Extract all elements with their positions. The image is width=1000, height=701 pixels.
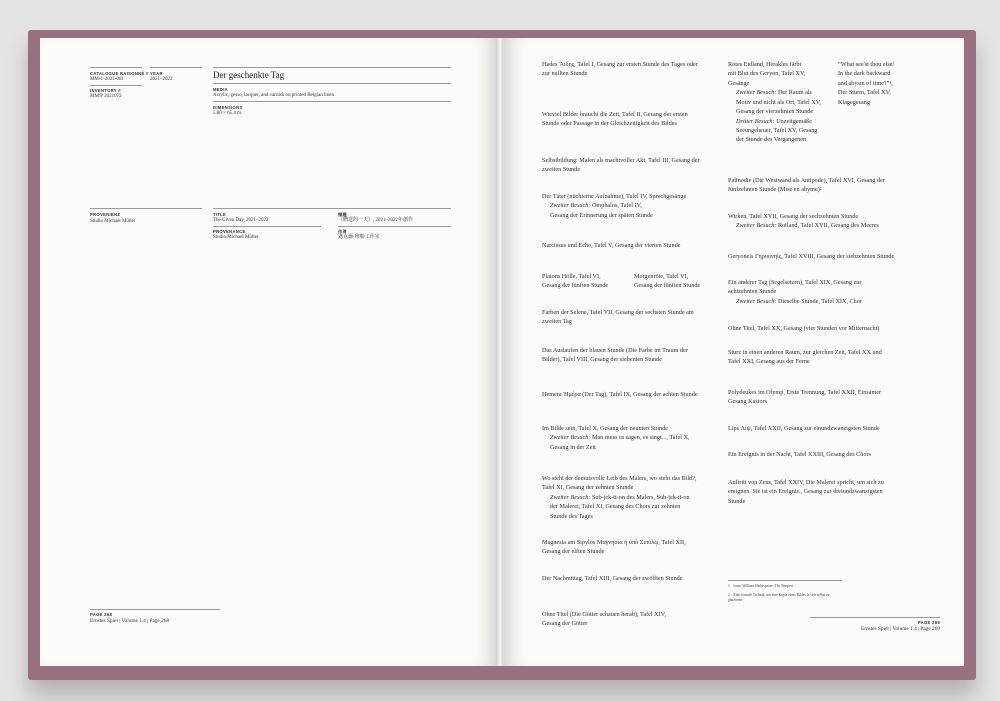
year-value: 2021–2022	[150, 77, 173, 82]
entry-line: In the dark backward	[838, 70, 891, 78]
rule	[90, 67, 142, 68]
entry-line: Hemera Ἡμέρα (Der Tag), Tafel IX, Gesang der achten Stunde	[542, 391, 698, 398]
visit-label: Zweiter Besuch:	[550, 493, 591, 501]
entry-line: Geryoneis Γηρυονηίς, Tafel XVIII, Gesang der siebzehnten Stunde	[728, 253, 895, 260]
rule	[213, 208, 451, 209]
col2-entry	[728, 60, 834, 145]
entry-line: mit Blut des Geryon, Tafel XV,	[728, 70, 806, 78]
entry-subline: Dritter Besuch: Unzeitgemäße	[736, 117, 812, 125]
entry-line: Gesänge	[728, 79, 750, 87]
rule	[90, 85, 142, 86]
col2-entry	[728, 176, 928, 195]
col2-entry	[728, 324, 928, 333]
rule	[338, 226, 451, 227]
year-label: YEAR	[150, 71, 163, 76]
footnote-2-number: 2	[728, 593, 730, 597]
col1-entry	[542, 610, 727, 629]
running-footer: Ernstes Spiel | Volume 1.4 | Page 268	[90, 618, 170, 624]
entry-line: Gesang der elften Stunde	[542, 548, 605, 556]
entry-line: Ohne Titel, Tafel XX, Gesang (vier Stunden vor Mitternacht)	[728, 325, 880, 332]
footnote-1-text: from: William Shakespeare: The Tempest	[733, 584, 794, 588]
catalogue-value: MM-1-2021-001	[90, 77, 124, 82]
inventory-value: MM/P 2021072	[90, 94, 122, 99]
entry-line: “What see'st thou else/	[838, 61, 895, 68]
title-zh-value: 《贈送的一天》, 2021–2022年創作	[338, 218, 414, 223]
entry-subline: Zweiter Besuch: Rotland, Tafel XVII, Gesang des Meeres	[736, 222, 879, 230]
col1-entry	[542, 574, 727, 583]
morgenroete-entry	[634, 272, 726, 291]
visit-label: Zweiter Besuch:	[550, 434, 591, 442]
entry-line: achtzehnten Stunde	[728, 288, 777, 296]
visit-label: Zweiter Besuch:	[736, 297, 777, 305]
artwork-title: Der geschenkte Tag	[213, 70, 285, 80]
rule	[90, 609, 220, 610]
platon-entry	[542, 272, 632, 291]
running-footer: Ernstes Spiel | Volume 1.4 | Page 269	[860, 626, 940, 632]
entry-line: Tafel XXI, Gesang aus der Ferne	[728, 358, 810, 366]
rule	[213, 226, 321, 227]
entry-line: and abysm of time?”¹,	[838, 79, 893, 87]
catalogue-label: CATALOGUE RAISONNÉ #	[90, 71, 149, 76]
col1-entry	[542, 241, 727, 250]
col1-entry	[542, 424, 727, 452]
entry-line: Rotes Eidland, Herakles färbt	[728, 61, 802, 68]
provenance-label: PROVENIENZ	[90, 212, 121, 217]
entry-subline: Stunde des Tages	[550, 512, 593, 520]
visit-label: Dritter Besuch:	[736, 117, 775, 125]
rule	[810, 617, 940, 618]
title-en-label: TITLE	[213, 212, 227, 217]
footnote-1	[728, 584, 838, 589]
visit-label: Zweiter Besuch:	[736, 222, 777, 230]
col1-entry	[542, 538, 727, 557]
rule	[213, 83, 451, 84]
col1-entry	[542, 308, 727, 327]
entry-line: zweiten Stunde	[542, 166, 580, 174]
col2-entry	[728, 348, 928, 367]
col1-entry	[542, 474, 727, 521]
col1-entry	[542, 156, 727, 175]
entry-line: Farben der Selene, Tafel VII, Gesang der sechsten Stunde am	[542, 309, 694, 316]
entry-line: Ein anderer Tag (Segelsetzen), Tafel XIX, Gesang zur	[728, 279, 862, 286]
rule	[150, 67, 202, 68]
col1-entry	[542, 346, 727, 365]
entry-subline: Gesang der Erinnerung der späten Stunde	[550, 211, 653, 219]
col2-entry	[728, 450, 928, 459]
entry-subline: Zweiter Besuch: Der Raum als	[736, 89, 812, 97]
rule	[213, 67, 451, 68]
col2-entry	[728, 478, 928, 506]
right-page	[502, 38, 964, 666]
entry-subline: Motiv und nicht als Ort, Tafel XV,	[736, 98, 821, 106]
entry-line: Lips Λίψ, Tafel XXII, Gesang zur einundzwanzigsten Stunde	[728, 425, 880, 432]
entry-line: Tafel XI, Gesang der zehnten Stunde	[542, 484, 634, 492]
footnote-rule	[728, 580, 842, 581]
entry-line: Das Auslaufen der blauen Stunde (Die Farbe im Traum der	[542, 347, 688, 354]
dimensions-label: DIMENSIONS	[213, 105, 243, 110]
entry-subline: Gesang in der Zeit	[550, 443, 596, 451]
provenance-en-value: Studio Michael Müller	[213, 235, 259, 240]
entry-subline: Zweiter Besuch: Dieselbe Stunde, Tafel XIX, Chor	[736, 297, 862, 305]
page-number-label: PAGE 269	[917, 620, 940, 625]
visit-label: Zweiter Besuch:	[736, 89, 777, 97]
col1-entry	[542, 110, 727, 129]
entry-line: Ein Ereignis in der Nacht, Tafel XXIII, Gesang des Chors	[728, 451, 871, 458]
entry-line: Magnesia am Sipylos Μαγνησία ἡ ὑπὸ Σιπύλῳ, Tafel XII,	[542, 539, 686, 546]
col2-entry	[728, 388, 928, 407]
entry-line: ereignen. Sie ist ein Ereignis., Gesang zur dreiundzwanzigsten	[728, 488, 883, 496]
entry-line: Der Nachmittag, Tafel XIII, Gesang der zwölften Stunde	[542, 575, 683, 582]
visit-label: Zweiter Besuch:	[550, 202, 591, 210]
entry-line: Im Bilde sein, Tafel X, Gesang der neunten Stunde	[542, 425, 668, 432]
entry-line: Wieviel Bilder braucht die Zeit, Tafel II, Gesang der ersten	[542, 111, 688, 118]
dimensions-value: 5.80 × 65.4 m	[213, 111, 241, 116]
footnote-1-number: 1	[728, 584, 730, 588]
contents-column-2	[728, 38, 938, 598]
col2-entry	[728, 252, 928, 261]
media-value: Acrylic, gesso, lacquer, and varnish on printed Belgian linen	[213, 93, 335, 98]
title-zh-label: 標題	[338, 212, 347, 217]
entry-line: Selbstbildung: Malen als machtvoller Akt, Tafel III, Gesang der	[542, 157, 700, 164]
rule	[90, 208, 202, 209]
entry-line: zur nullten Stunde	[542, 70, 588, 78]
entry-line: Stunde	[728, 497, 746, 505]
entry-line: Wo steht der demutsvolle Leib des Malers, wo steht das Bild?,	[542, 475, 697, 482]
col2-entry	[728, 424, 928, 433]
footnote-2	[728, 593, 838, 603]
entry-line: Sturz in einen anderen Raum, zur gleichen Zeit, Tafel XX und	[728, 349, 882, 356]
col2-entry	[728, 278, 928, 306]
entry-line: Ohne Titel (Die Götter schauen herab), Tafel XIV,	[542, 611, 666, 618]
page-number-label: PAGE 268	[90, 612, 113, 617]
entry-line: zweiten Tag	[542, 318, 572, 326]
col1-entry	[542, 192, 727, 220]
entry-line: Stunde oder Passage in der Gleichzeitigkeit des Bildes	[542, 120, 677, 128]
entry-subline: Zweiter Besuch: Sub-jek-ti-on des Malers, Sub-jek-ti-on	[550, 493, 690, 501]
entry-line: Palinodie (Die Westwand als Antipode), Tafel XVI, Gesang der	[728, 177, 885, 184]
media-label: MEDIA	[213, 87, 228, 92]
provenance-value: Studio Michael Müller	[90, 219, 136, 224]
entry-line: Morgenröte, Tafel VI,	[634, 273, 689, 280]
contents-column-1	[542, 60, 727, 628]
entry-line: Wirken, Tafel XVII, Gesang der sechzehnten Stunde	[728, 213, 859, 220]
footnote-2-text: Eine formale Technik, um eine Kopie eines Bildes in sich selbst zu platzieren	[728, 593, 830, 603]
entry-subline: Zweiter Besuch: Omphalos, Tafel IV,	[550, 202, 642, 210]
entry-line: Der Täter (nüchterne Aufnahme), Tafel IV, Sprechgesänge	[542, 193, 687, 200]
shakespeare-quote-entry	[838, 60, 934, 107]
inventory-label: INVENTORY #	[90, 88, 121, 93]
entry-line: Gesang der fünften Stunde	[542, 282, 609, 290]
entry-subline: der Malerei, Tafel XI, Gesang des Chors zur zehnten	[550, 503, 681, 511]
entry-line: Narcissus und Echo, Tafel V, Gesang der vierten Stunde	[542, 242, 681, 249]
title-en-value: The Given Day, 2021–2022	[213, 218, 269, 223]
col2-entry	[728, 212, 928, 231]
provenance-zh-label: 作者	[338, 229, 347, 234]
entry-line: Der Sturm, Tafel XV,	[838, 89, 891, 97]
entry-line: Bilder), Tafel VIII, Gesang der siebenten Stunde	[542, 356, 662, 364]
col1-entry	[542, 390, 727, 399]
entry-line: Gesang der Götter	[542, 620, 588, 628]
entry-subline: der Stunde des Vergangenen	[736, 136, 807, 144]
provenance-en-label: PROVENANCE	[213, 229, 246, 234]
entry-line: Auftritt von Zeus, Tafel XXIV, Die Malerei spricht, um sich zu	[728, 479, 884, 486]
left-page	[40, 38, 498, 666]
entry-line: Gesang der fünften Stunde	[634, 282, 701, 290]
entry-line: Gesang Kastors	[728, 398, 768, 406]
entry-line: Klagegesang	[838, 98, 870, 106]
rule	[213, 101, 451, 102]
entry-subline: Zweiter Besuch: Man muss es sagen, es singt..., Tafel X,	[550, 434, 690, 442]
entry-subline: Gesang der vierzehnten Stunde	[736, 108, 814, 116]
provenance-zh-value: 邁克爾·穆勒工作室	[338, 235, 380, 240]
entry-line: Platons Hölle, Tafel VI,	[542, 273, 601, 280]
entry-line: Hades Ἅιδης, Tafel I, Gesang zur ersten Stunde des Tages oder	[542, 61, 698, 68]
entry-subline: Seeungeheuer, Tafel XV, Gesang	[736, 126, 818, 134]
col1-entry	[542, 60, 727, 79]
entry-line: Polydeukes im Olymp, Erste Trennung, Tafel XXII, Einsamer	[728, 389, 882, 396]
entry-line: fünfzehnten Stunde (Mise en abyme)²	[728, 186, 822, 194]
